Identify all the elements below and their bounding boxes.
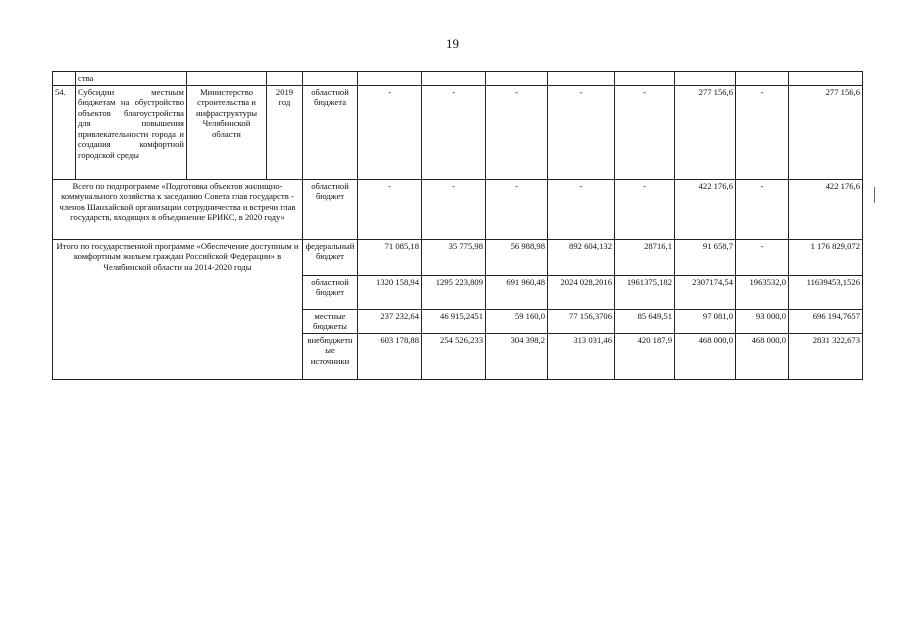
item-source: областной бюджета [303, 85, 358, 179]
value-cell: 1320 158,94 [358, 275, 422, 309]
table-row-item-54 [53, 85, 863, 179]
value-cell: - [615, 85, 675, 179]
program-total-source: внебюджетные источники [303, 333, 358, 379]
value-cell: 691 960,48 [486, 275, 548, 309]
value-cell: 277 156,6 [675, 85, 736, 179]
value-cell: - [736, 239, 789, 275]
value-cell: - [358, 179, 422, 239]
value-cell: 277 156,6 [789, 85, 863, 179]
value-cell: 313 031,46 [548, 333, 615, 379]
value-cell: 696 194,7657 [789, 309, 863, 333]
value-cell: 2307174,54 [675, 275, 736, 309]
value-cell: 603 178,88 [358, 333, 422, 379]
table-row-program-total-federal [53, 239, 863, 275]
value-cell: 2024 028,2016 [548, 275, 615, 309]
value-cell: 71 085,18 [358, 239, 422, 275]
item-year: 2019 год [267, 85, 303, 179]
budget-table [52, 71, 863, 380]
table-row-subprogram-total [53, 179, 863, 239]
value-cell: 59 160,0 [486, 309, 548, 333]
value-cell: 1961375,182 [615, 275, 675, 309]
value-cell: 420 187,9 [615, 333, 675, 379]
value-cell: 46 915,2451 [422, 309, 486, 333]
item-description: Субсидии местным бюджетам на обустройство объектов благоустройства для повышения привлекательности города и создания комфортной городской среды [76, 85, 187, 179]
value-cell: 1963532,0 [736, 275, 789, 309]
value-cell: - [486, 85, 548, 179]
continuation-description: ства [76, 72, 187, 86]
value-cell: 97 081,0 [675, 309, 736, 333]
budget-table-container [52, 71, 863, 380]
value-cell: - [422, 85, 486, 179]
value-cell: - [615, 179, 675, 239]
value-cell: 422 176,6 [675, 179, 736, 239]
value-cell: 237 232,64 [358, 309, 422, 333]
value-cell: 91 658,7 [675, 239, 736, 275]
program-total-label: Итого по государственной программе «Обеспечение доступным и комфортным жильем граждан Российской Федерации» в Челябинской области на 2014-2020 годы [53, 239, 303, 379]
program-total-source: федеральный бюджет [303, 239, 358, 275]
value-cell: 93 000,0 [736, 309, 789, 333]
scan-edge-mark [874, 187, 875, 203]
value-cell: 1 176 829,072 [789, 239, 863, 275]
value-cell: 77 156,3706 [548, 309, 615, 333]
value-cell: - [736, 85, 789, 179]
value-cell: - [486, 179, 548, 239]
value-cell: 2831 322,673 [789, 333, 863, 379]
value-cell: 254 526,233 [422, 333, 486, 379]
value-cell: 304 398,2 [486, 333, 548, 379]
item-number: 54. [53, 85, 76, 179]
value-cell: 56 988,98 [486, 239, 548, 275]
value-cell: - [736, 179, 789, 239]
subprogram-total-source: областной бюджет [303, 179, 358, 239]
value-cell: - [548, 85, 615, 179]
value-cell: 11639453,1526 [789, 275, 863, 309]
value-cell: 468 000,0 [675, 333, 736, 379]
value-cell: - [422, 179, 486, 239]
value-cell: 422 176,6 [789, 179, 863, 239]
value-cell: 1295 223,809 [422, 275, 486, 309]
page-number: 19 [446, 36, 459, 51]
program-total-source: местные бюджеты [303, 309, 358, 333]
value-cell: 35 775,98 [422, 239, 486, 275]
value-cell: - [358, 85, 422, 179]
subprogram-total-label: Всего по подпрограмме «Подготовка объектов жилищно-коммунального хозяйства к заседанию Совета глав государств - членов Шанхайской организации сотрудничества и встречи глав государств, входящих в объединение БРИКС, в 2020 году» [53, 179, 303, 239]
item-executor: Министерство строительства и инфраструктуры Челябинской области [187, 85, 267, 179]
value-cell: 468 000,0 [736, 333, 789, 379]
value-cell: 85 649,51 [615, 309, 675, 333]
program-total-source: областной бюджет [303, 275, 358, 309]
value-cell: - [548, 179, 615, 239]
table-row-continuation [53, 72, 863, 86]
value-cell: 28716,1 [615, 239, 675, 275]
value-cell: 892 604,132 [548, 239, 615, 275]
